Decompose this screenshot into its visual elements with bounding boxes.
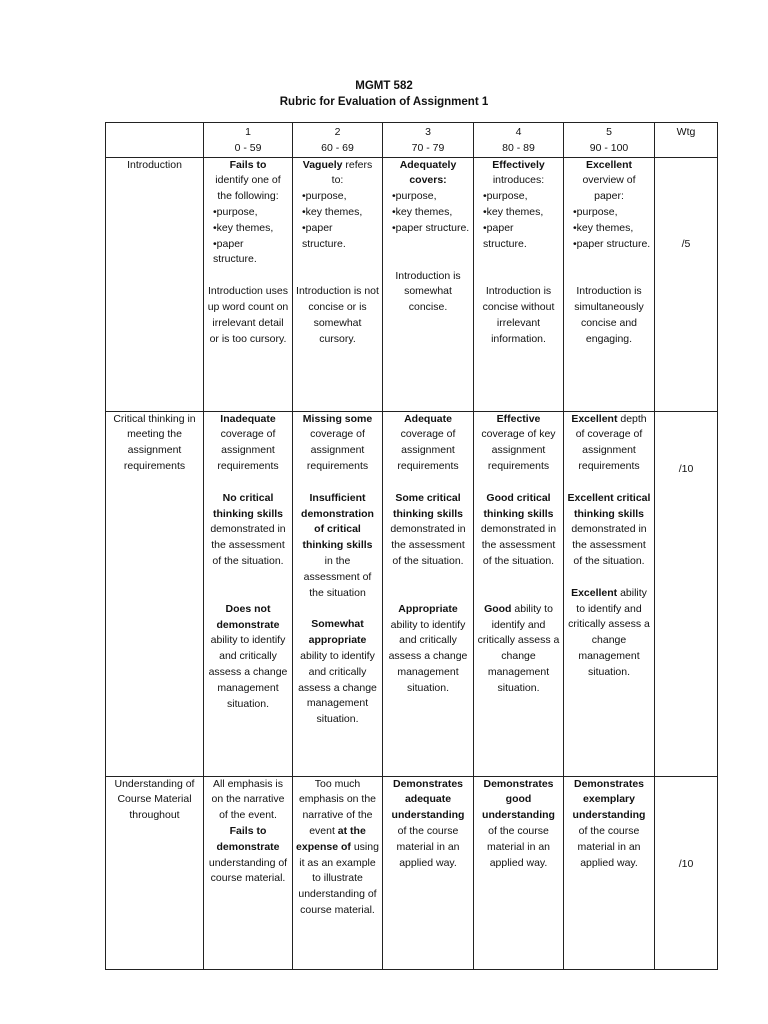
row-critical-thinking [106, 411, 718, 776]
critical-level-4: Effective coverage of key assignment requirements Good critical thinking skills demonstrated in the assessment of the situation. Good ability to identify and critically assess a change management situation. [474, 411, 564, 776]
intro-level-2: Vaguely refers to: •purpose, •key themes, •paper structure. Introduction is not concise or is somewhat cursory. [293, 157, 383, 411]
header-level-2: 2 60 - 69 [293, 123, 383, 158]
header-level-1: 1 0 - 59 [204, 123, 293, 158]
course-code: MGMT 582 [355, 80, 413, 92]
critical-level-3: Adequate coverage of assignment requirements Some critical thinking skills demonstrated in the assessment of the situation. Appropriate ability to identify and critically assess a change management situation. [383, 411, 474, 776]
header-level-4: 4 80 - 89 [474, 123, 564, 158]
understanding-level-5: Demonstrates exemplary understanding of the course material in an applied way. [564, 776, 655, 969]
intro-level-1: Fails to identify one of the following: •purpose, •key themes, •paper structure. Introduction uses up word count on irrelevant detail or is too cursory. [204, 157, 293, 411]
header-level-5: 5 90 - 100 [564, 123, 655, 158]
intro-level-4: Effectively introduces: •purpose, •key themes, •paper structure. Introduction is concise without irrelevant information. [474, 157, 564, 411]
critical-level-1: Inadequate coverage of assignment requirements No critical thinking skills demonstrated in the assessment of the situation. Does not demonstrate ability to identify and critically assess a change management situation. [204, 411, 293, 776]
criterion-critical-thinking: Critical thinking in meeting the assignment requirements [106, 411, 204, 776]
rubric-table [105, 122, 718, 970]
weight-critical-thinking: /10 [655, 411, 718, 776]
document-header [0, 78, 768, 110]
weight-introduction: /5 [655, 157, 718, 411]
header-weight: Wtg [655, 123, 718, 158]
header-row [106, 123, 718, 158]
rubric-title: Rubric for Evaluation of Assignment 1 [279, 96, 489, 108]
header-criterion-cell [106, 123, 204, 158]
intro-level-5: Excellent overview of paper: •purpose, •key themes, •paper structure. Introduction is simultaneously concise and engaging. [564, 157, 655, 411]
intro-level-3: Adequately covers: •purpose, •key themes, •paper structure. Introduction is somewhat concise. [383, 157, 474, 411]
criterion-understanding: Understanding of Course Material throughout [106, 776, 204, 969]
weight-understanding: /10 [655, 776, 718, 969]
criterion-introduction: Introduction [106, 157, 204, 411]
understanding-level-1: All emphasis is on the narrative of the event. Fails to demonstrate understanding of course material. [204, 776, 293, 969]
understanding-level-3: Demonstrates adequate understanding of the course material in an applied way. [383, 776, 474, 969]
critical-level-2: Missing some coverage of assignment requirements Insufficient demonstration of critical thinking skills in the assessment of the situation Somewhat appropriate ability to identify and critically assess a change management situation. [293, 411, 383, 776]
understanding-level-2: Too much emphasis on the narrative of the event at the expense of using it as an example to illustrate understanding of course material. [293, 776, 383, 969]
understanding-level-4: Demonstrates good understanding of the course material in an applied way. [474, 776, 564, 969]
critical-level-5: Excellent depth of coverage of assignment requirements Excellent critical thinking skills demonstrated in the assessment of the situation. Excellent ability to identify and critically assess a change management situation. [564, 411, 655, 776]
row-introduction [106, 157, 718, 411]
header-level-3: 3 70 - 79 [383, 123, 474, 158]
row-understanding [106, 776, 718, 969]
